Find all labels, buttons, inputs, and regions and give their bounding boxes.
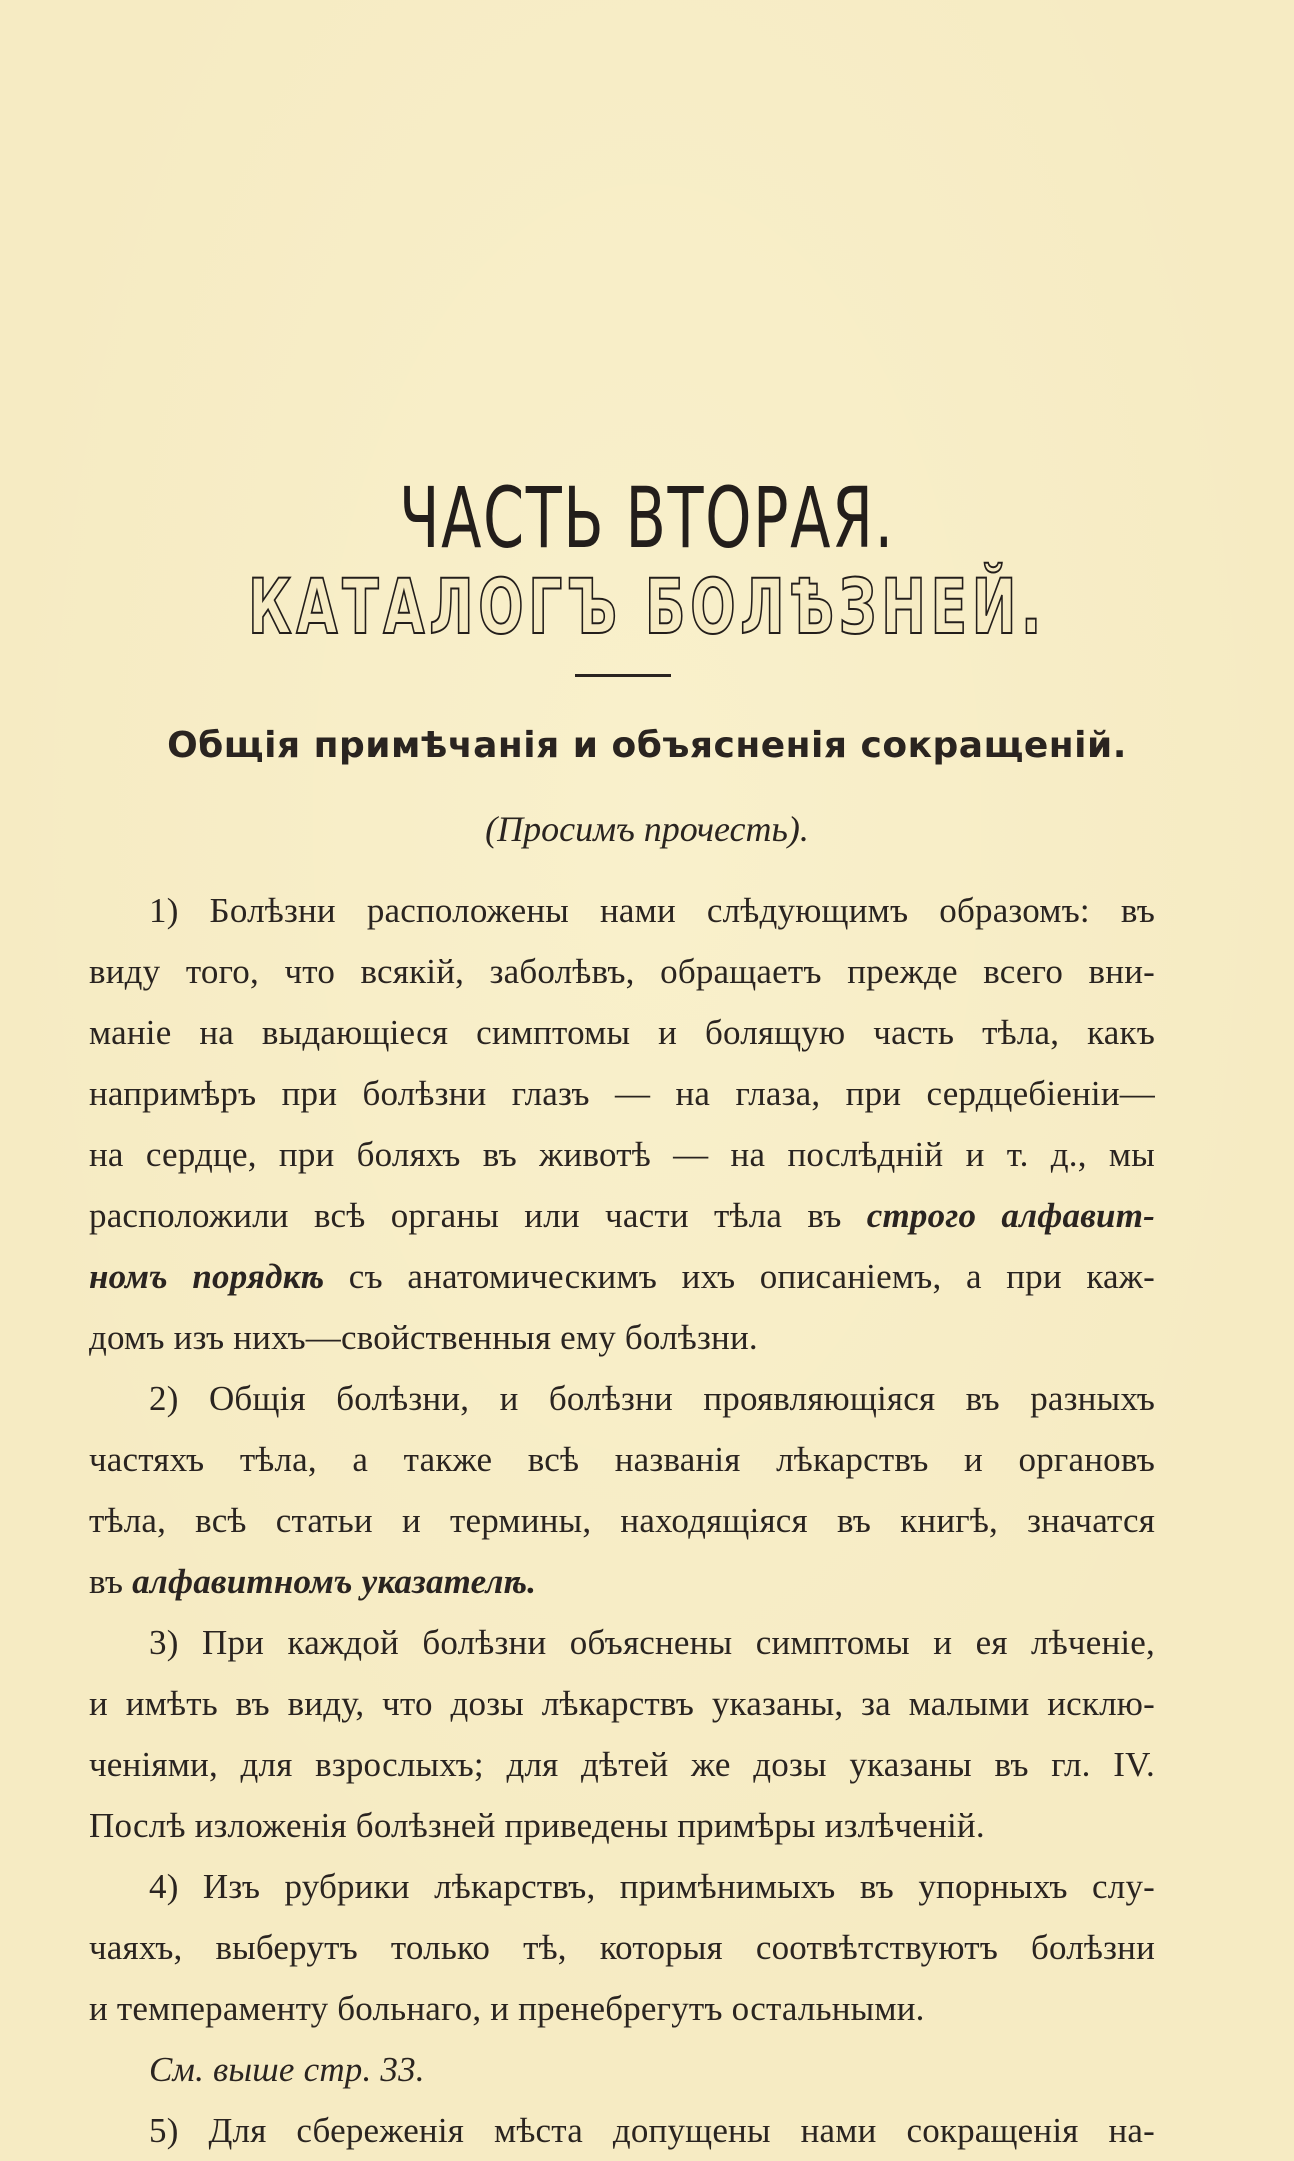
text-line: 2) Общія болѣзни, и болѣзни проявляющіяся въ разныхъ: [149, 1379, 1155, 1418]
text-line: виду того, что всякій, заболѣвъ, обращаетъ прежде всего вни-: [89, 952, 1155, 991]
body-text: [89, 880, 1155, 2161]
emphasis-text: строго алфавит-: [866, 1196, 1155, 1235]
text-line: [89, 1551, 1155, 1612]
emphasis-text: алфавитномъ указателѣ.: [132, 1562, 537, 1601]
text-line: чаяхъ, выберутъ только тѣ, которыя соотвѣтствуютъ болѣзни: [89, 1928, 1155, 1967]
text-line: тѣла, всѣ статьи и термины, находящіяся въ книгѣ, значатся: [89, 1501, 1155, 1540]
text-line: 4) Изъ рубрики лѣкарствъ, примѣнимыхъ въ упорныхъ слу-: [149, 1867, 1155, 1906]
text-line: и имѣть въ виду, что дозы лѣкарствъ указаны, за малыми исклю-: [89, 1684, 1155, 1723]
text-span: въ: [89, 1562, 133, 1601]
cross-reference: См. выше стр. 33.: [149, 2050, 425, 2089]
text-span: расположили всѣ органы или части тѣла въ: [89, 1196, 867, 1235]
text-line: 5) Для сбереженія мѣста допущены нами сокращенія на-: [149, 2111, 1155, 2150]
reading-note: (Просимъ прочесть).: [485, 809, 809, 849]
text-line: домъ изъ нихъ—свойственныя ему болѣзни.: [89, 1318, 758, 1357]
text-line: на сердце, при боляхъ въ животѣ — на послѣдній и т. д., мы: [89, 1135, 1155, 1174]
part-title: ЧАСТЬ ВТОРАЯ.: [399, 469, 895, 567]
text-line: [89, 1185, 1155, 1246]
text-line: маніе на выдающіеся симптомы и болящую часть тѣла, какъ: [89, 1013, 1155, 1052]
emphasis-text: номъ порядкѣ: [89, 1257, 325, 1296]
text-line: ченіями, для взрослыхъ; для дѣтей же дозы указаны въ гл. IV.: [89, 1745, 1155, 1784]
text-line: Послѣ изложенія болѣзней приведены примѣры излѣченій.: [89, 1806, 985, 1845]
text-line: частяхъ тѣла, а также всѣ названія лѣкарствъ и органовъ: [89, 1440, 1155, 1479]
text-line: 3) При каждой болѣзни объяснены симптомы и ея лѣченіе,: [149, 1623, 1155, 1662]
text-line: 1) Болѣзни расположены нами слѣдующимъ образомъ: въ: [149, 891, 1155, 930]
section-heading: Общія примѣчанія и объясненія сокращеній.: [167, 725, 1127, 766]
text-line: [89, 1246, 1155, 1307]
text-line: напримѣръ при болѣзни глазъ — на глаза, при сердцебіеніи—: [89, 1074, 1155, 1113]
text-line: и темпераменту больнаго, и пренебрегутъ остальными.: [89, 1989, 925, 2028]
text-span: съ анатомическимъ ихъ описаніемъ, а при каж-: [324, 1257, 1155, 1296]
catalog-title: КАТАЛОГЪ БОЛѢЗНЕЙ.: [248, 562, 1046, 651]
title-divider: [575, 674, 671, 677]
